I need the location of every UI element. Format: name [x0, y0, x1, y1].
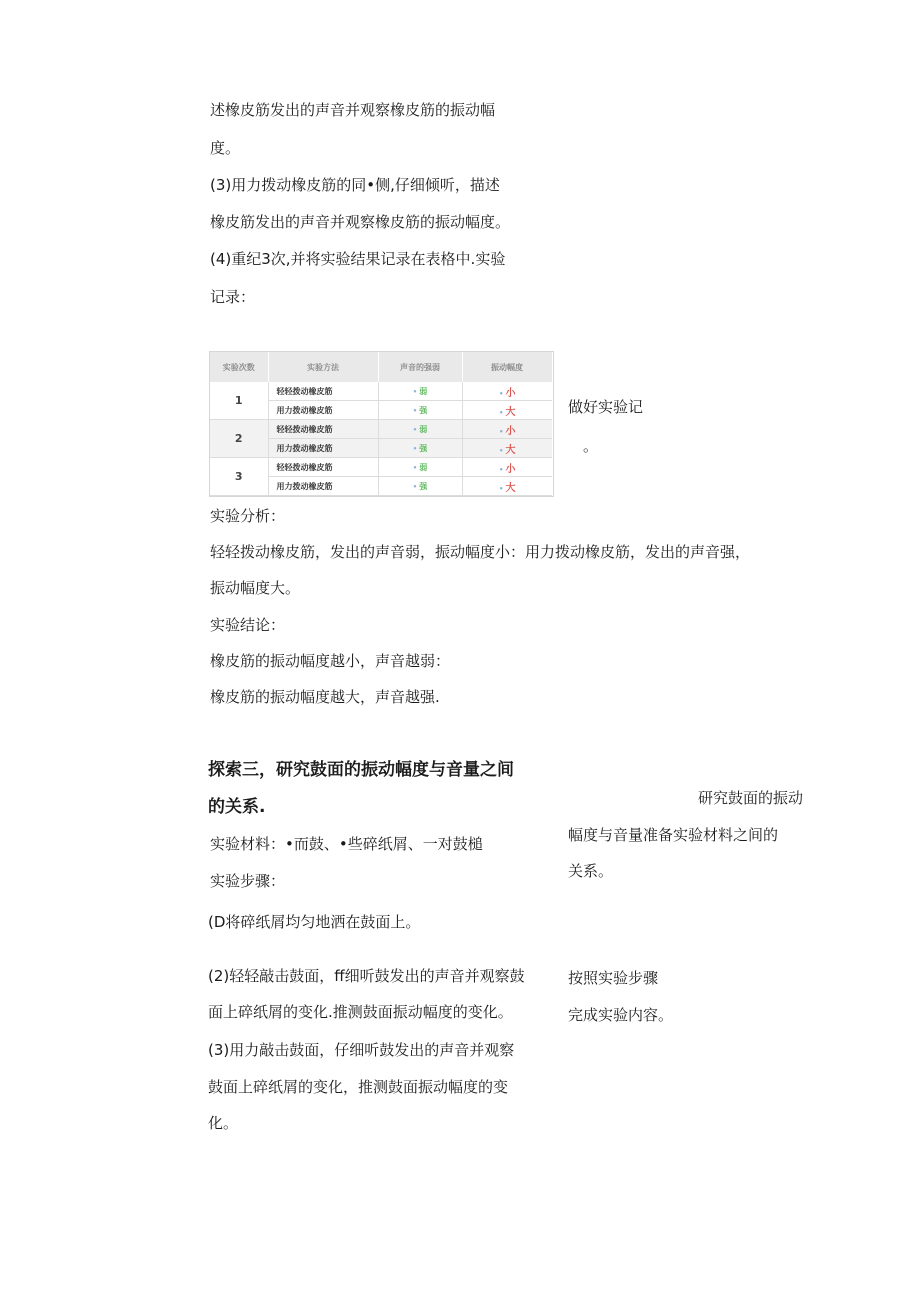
side-note: 按照实验步骤 [568, 969, 659, 987]
step-1-line: (D将碎纸屑均匀地洒在鼓面上。 [208, 913, 421, 931]
strength-cell: • 弱 [378, 458, 462, 477]
bullet-dot-icon: • [412, 482, 418, 491]
header-method: 实验方法 [268, 352, 378, 382]
amplitude-cell: • 小 [462, 420, 552, 439]
table-row [210, 382, 552, 401]
side-note: 研究鼓面的振动 [698, 789, 804, 807]
table-row [210, 420, 552, 439]
trial-number: 2 [210, 420, 268, 458]
bullet-dot-icon: • [412, 406, 418, 415]
paragraph-line: 述橡皮筋发出的声音并观察橡皮筋的振动幅 [210, 101, 496, 119]
amplitude-cell: • 小 [462, 458, 552, 477]
trial-number: 3 [210, 458, 268, 496]
amplitude-cell: • 大 [462, 439, 552, 458]
analysis-line: 轻轻拨动橡皮筋，发出的声音弱，振动幅度小：用力拨动橡皮筋，发出的声音强， [210, 543, 751, 561]
analysis-line: 振动幅度大。 [210, 579, 301, 597]
strength-cell: • 弱 [378, 382, 462, 401]
bullet-dot-icon: • [499, 446, 504, 455]
step-2-line: (2)轻轻敲击鼓面，ff细听鼓发出的声音并观察鼓 [208, 967, 525, 985]
strength-cell: • 强 [378, 477, 462, 496]
amplitude-cell: • 小 [462, 382, 552, 401]
strength-cell: • 弱 [378, 420, 462, 439]
step-4-line: (4)重纪3次,并将实验结果记录在表格中.实验 [210, 250, 506, 268]
header-sound-strength: 声音的强弱 [378, 352, 462, 382]
step-3-line: 鼓面上碎纸屑的变化，推测鼓面振动幅度的变 [208, 1078, 509, 1096]
bullet-dot-icon: • [499, 484, 504, 493]
method-cell: 用力拨动橡皮筋 [268, 439, 378, 458]
section-3-title: 的关系. [208, 797, 266, 817]
method-cell: 轻轻拨动橡皮筋 [268, 458, 378, 477]
trial-number: 1 [210, 382, 268, 420]
step-2-line: 面上碎纸屑的变化.推测鼓面振动幅度的变化。 [208, 1003, 513, 1021]
side-note: 幅度与音量准备实验材料之间的 [568, 826, 779, 844]
side-note: 关系。 [568, 862, 614, 880]
conclusion-line: 橡皮筋的振动幅度越大，声音越强. [210, 688, 440, 706]
experiment-record-table [210, 352, 553, 496]
conclusion-line: 橡皮筋的振动幅度越小，声音越弱： [210, 652, 451, 670]
side-note: 。 [583, 437, 599, 455]
bullet-dot-icon: • [412, 425, 418, 434]
bullet-dot-icon: • [412, 444, 418, 453]
step-3-line: 化。 [208, 1114, 239, 1132]
strength-cell: • 强 [378, 439, 462, 458]
method-cell: 轻轻拨动橡皮筋 [268, 382, 378, 401]
table-header-row [210, 352, 552, 382]
method-cell: 用力拨动橡皮筋 [268, 477, 378, 496]
side-note: 做好实验记 [568, 398, 644, 416]
analysis-heading: 实验分析： [210, 507, 286, 525]
bullet-dot-icon: • [499, 389, 504, 398]
amplitude-cell: • 大 [462, 401, 552, 420]
strength-cell: • 强 [378, 401, 462, 420]
step-3-line: 橡皮筋发出的声音并观察橡皮筋的振动幅度。 [210, 213, 511, 231]
bullet-dot-icon: • [499, 408, 504, 417]
amplitude-cell: • 大 [462, 477, 552, 496]
method-cell: 轻轻拨动橡皮筋 [268, 420, 378, 439]
section-3-title: 探索三，研究鼓面的振动幅度与音量之间 [208, 760, 514, 780]
steps-heading: 实验步骤： [210, 872, 286, 890]
paragraph-line: 度。 [210, 139, 241, 157]
header-trial-count: 实验次数 [210, 352, 268, 382]
step-4-line: 记录： [210, 288, 256, 306]
header-amplitude: 振动幅度 [462, 352, 552, 382]
conclusion-heading: 实验结论： [210, 616, 286, 634]
bullet-dot-icon: • [412, 463, 418, 472]
bullet-dot-icon: • [499, 465, 504, 474]
step-3-line: (3)用力敲击鼓面，仔细听鼓发出的声音并观察 [208, 1041, 515, 1059]
bullet-dot-icon: • [499, 427, 504, 436]
table-row [210, 458, 552, 477]
step-3-line: (3)用力拨动橡皮筋的同•侧,仔细倾听，描述 [210, 176, 500, 194]
side-note: 完成实验内容。 [568, 1006, 674, 1024]
method-cell: 用力拨动橡皮筋 [268, 401, 378, 420]
materials-line: 实验材料：•而鼓、•些碎纸屑、一对鼓槌 [210, 835, 483, 853]
bullet-dot-icon: • [412, 387, 418, 396]
